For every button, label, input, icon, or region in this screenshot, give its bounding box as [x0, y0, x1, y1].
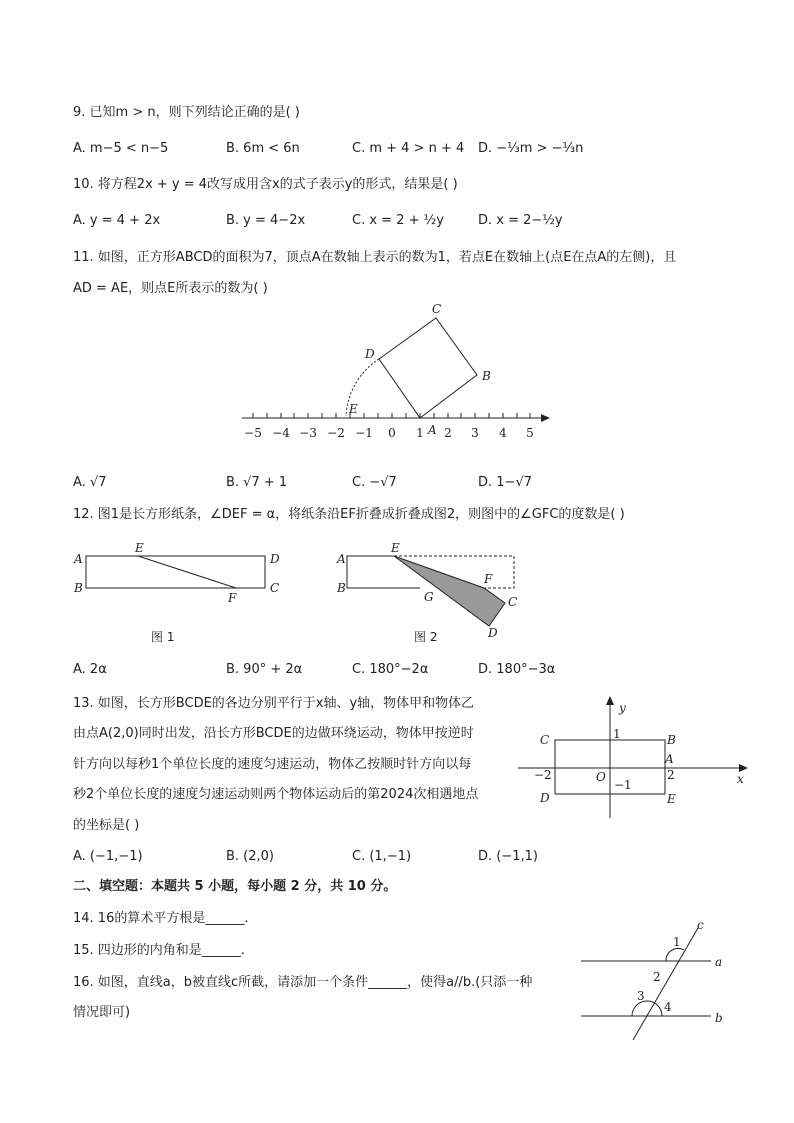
q11-label-a: A	[428, 423, 437, 437]
fig2-label-b: B	[337, 581, 346, 595]
q12-stem: 12. 图1是长方形纸条，∠DEF = α，将纸条沿EF折叠成折叠成图2，则图中的∠GFC的度数是( )	[73, 507, 625, 522]
q12-option-b: B. 90° + 2α	[226, 662, 303, 677]
q9-option-d: D. −⅓m > −⅓n	[478, 141, 584, 156]
q11-tick-3: 3	[471, 426, 479, 440]
q13-label-2: 2	[667, 768, 675, 782]
q9-option-c: C. m + 4 > n + 4	[352, 141, 465, 156]
fig1-label-a: A	[74, 552, 83, 566]
q11-tick-4: 4	[499, 426, 507, 440]
q13-line1: 13. 如图，长方形BCDE的各边分别平行于x轴、y轴，物体甲和物体乙	[73, 696, 475, 711]
fig2-label-d: D	[488, 626, 498, 640]
q11-label-c: C	[432, 302, 442, 316]
q16-label-4: 4	[664, 1000, 672, 1014]
q11-tick-0: 0	[388, 426, 396, 440]
q9-option-b: B. 6m < 6n	[226, 141, 300, 156]
q11-tick--4: −4	[272, 426, 290, 440]
section2-title: 二、填空题：本题共 5 小题，每小题 2 分，共 10 分。	[73, 879, 397, 894]
q13-label-neg1: −1	[614, 778, 632, 792]
q10-option-d: D. x = 2−½y	[478, 213, 563, 228]
q11-label-e: E	[349, 402, 358, 416]
q16-label-2: 2	[653, 970, 661, 984]
q13-line3: 针方向以每秒1个单位长度的速度匀速运动，物体乙按顺时针方向以每	[73, 757, 472, 772]
q12-option-d: D. 180°−3α	[478, 662, 556, 677]
q9-stem: 9. 已知m > n，则下列结论正确的是( )	[73, 105, 300, 120]
q13-label-b: B	[667, 733, 676, 747]
q11-label-d: D	[365, 347, 375, 361]
q13-line2: 由点A(2,0)同时出发，沿长方形BCDE的边做环绕运动，物体甲按逆时	[73, 726, 474, 741]
q13-label-o: O	[596, 770, 606, 784]
q13-option-c: C. (1,−1)	[352, 849, 412, 864]
fig1-label-e: E	[135, 541, 144, 555]
q13-label-1: 1	[613, 727, 621, 741]
fig1-label-b: B	[74, 581, 83, 595]
fig1-label-f: F	[228, 591, 237, 605]
q13-label-y: y	[619, 701, 626, 715]
fig1-caption: 图 1	[151, 630, 175, 644]
q11-option-b: B. √7 + 1	[226, 475, 288, 490]
fig2-label-a: A	[337, 552, 346, 566]
q16-line2: 情况即可)	[73, 1005, 131, 1020]
q10-option-b: B. y = 4−2x	[226, 213, 306, 228]
q11-tick--2: −2	[327, 426, 345, 440]
q11-tick-1: 1	[416, 426, 424, 440]
q11-option-d: D. 1−√7	[478, 475, 532, 490]
fig1-label-d: D	[270, 552, 280, 566]
fig1-label-c: C	[270, 581, 280, 595]
fig2-label-g: G	[424, 590, 434, 604]
q11-tick--3: −3	[299, 426, 317, 440]
q11-option-a: A. √7	[73, 475, 107, 490]
q11-tick-5: 5	[526, 426, 534, 440]
q16-label-1: 1	[673, 935, 681, 949]
q11-tick--5: −5	[244, 426, 262, 440]
q13-line4: 秒2个单位长度的速度匀速运动则两个物体运动后的第2024次相遇地点	[73, 787, 479, 802]
q13-option-a: A. (−1,−1)	[73, 849, 143, 864]
q10-option-a: A. y = 4 + 2x	[73, 213, 161, 228]
q11-option-c: C. −√7	[352, 475, 397, 490]
q13-line5: 的坐标是( )	[73, 818, 140, 833]
q13-label-neg2: −2	[534, 768, 552, 782]
q10-option-c: C. x = 2 + ½y	[352, 213, 444, 228]
q11-stem-line1: 11. 如图，正方形ABCD的面积为7，顶点A在数轴上表示的数为1，若点E在数轴上(点E在点A的左侧)，且	[73, 250, 677, 265]
q11-tick-2: 2	[444, 426, 452, 440]
q16-label-b: b	[715, 1011, 723, 1025]
fig2-label-c: C	[508, 595, 518, 609]
q14-stem: 14. 16的算术平方根是______.	[73, 911, 249, 926]
q16-label-3: 3	[637, 989, 645, 1003]
q16-label-c: c	[697, 918, 704, 932]
q11-stem-line2: AD = AE，则点E所表示的数为( )	[73, 281, 268, 296]
q13-label-c: C	[540, 733, 550, 747]
q11-label-b: B	[482, 369, 491, 383]
q12-option-a: A. 2α	[73, 662, 107, 677]
q12-option-c: C. 180°−2α	[352, 662, 429, 677]
q13-label-e: E	[667, 792, 676, 806]
q16-label-a: a	[715, 955, 723, 969]
q13-label-x: x	[737, 772, 744, 786]
fig2-label-e: E	[391, 541, 400, 555]
q9-option-a: A. m−5 < n−5	[73, 141, 169, 156]
fig2-caption: 图 2	[414, 630, 438, 644]
q16-line1: 16. 如图，直线a，b被直线c所截，请添加一个条件______，使得a//b.(只添一种	[73, 975, 533, 990]
q10-stem: 10. 将方程2x + y = 4改写成用含x的式子表示y的形式，结果是( )	[73, 177, 458, 192]
fig2-label-f: F	[484, 572, 493, 586]
q13-label-a: A	[665, 752, 674, 766]
q13-option-b: B. (2,0)	[226, 849, 275, 864]
q15-stem: 15. 四边形的内角和是______.	[73, 943, 245, 958]
q13-option-d: D. (−1,1)	[478, 849, 538, 864]
q13-label-d: D	[540, 791, 550, 805]
q11-tick--1: −1	[355, 426, 373, 440]
